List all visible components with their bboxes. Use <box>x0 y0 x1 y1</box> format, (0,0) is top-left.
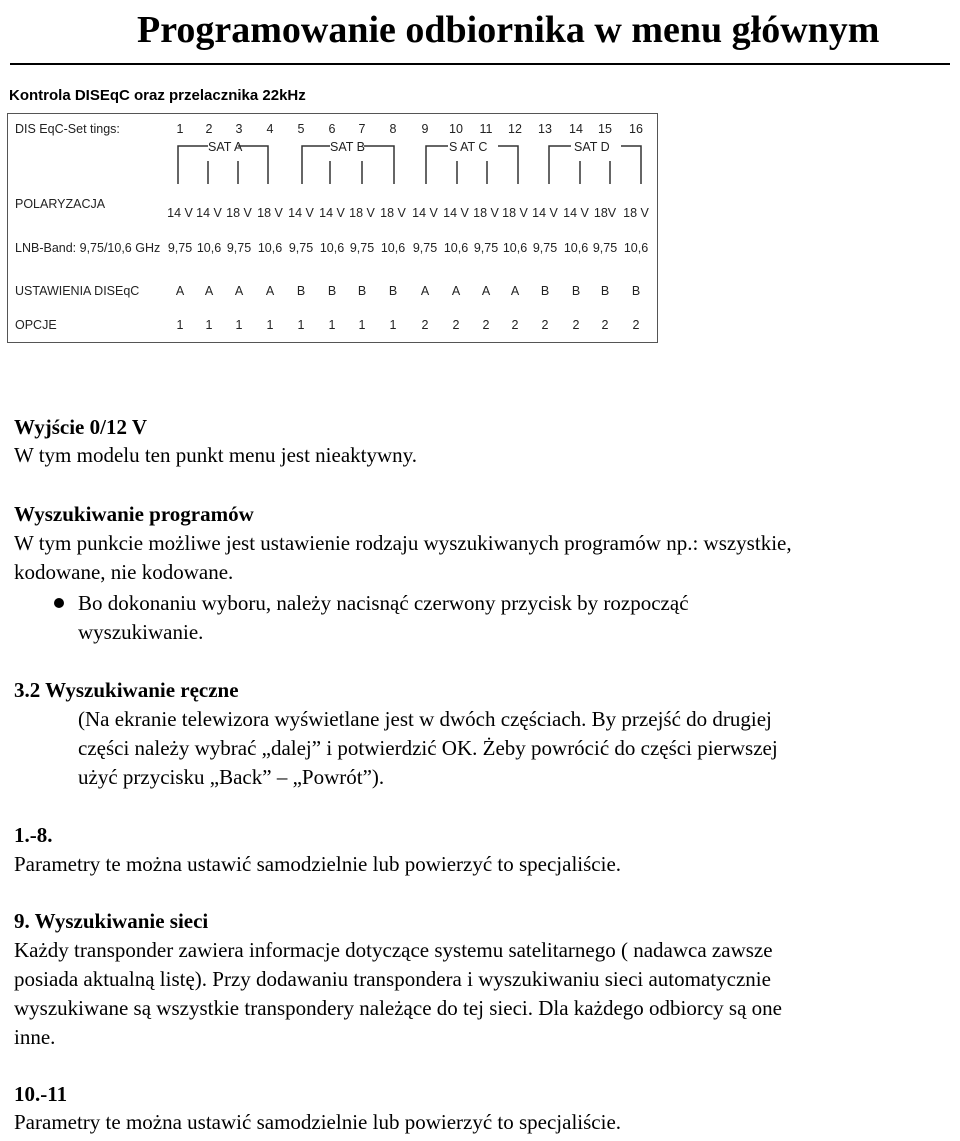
paragraph-line: Parametry te można ustawić samodzielnie lub powierzyć to specjaliście. <box>14 1110 622 1134</box>
table-cell: A <box>451 284 461 298</box>
column-header: 8 <box>389 122 397 136</box>
table-cell: B <box>600 284 610 298</box>
sat-group-label: S AT C <box>449 140 488 154</box>
column-header: 10 <box>449 122 463 136</box>
table-cell: 18 V <box>623 206 649 220</box>
title-underline <box>10 63 950 65</box>
table-cell: 1 <box>176 318 184 332</box>
table-cell: A <box>204 284 214 298</box>
page-title: Programowanie odbiornika w menu głównym <box>137 9 880 51</box>
table-cell: 2 <box>421 318 429 332</box>
table-cell: 18 V <box>473 206 499 220</box>
table-cell: B <box>571 284 581 298</box>
diseqc-settings-label: DIS EqC-Set tings: <box>15 122 120 136</box>
paragraph-line: Parametry te można ustawić samodzielnie lub powierzyć to specjaliście. <box>14 852 622 876</box>
table-cell: 2 <box>601 318 609 332</box>
table-cell: A <box>510 284 520 298</box>
table-cell: 9,75 <box>167 241 193 255</box>
paragraph-line: W tym modelu ten punkt menu jest nieaktywny. <box>14 443 418 467</box>
table-cell: 9,75 <box>532 241 558 255</box>
table-cell: 18 V <box>349 206 375 220</box>
table-cell: B <box>631 284 641 298</box>
table-cell: 14 V <box>532 206 558 220</box>
table-cell: 9,75 <box>349 241 375 255</box>
table-cell: 9,75 <box>288 241 314 255</box>
table-cell: 10,6 <box>623 241 649 255</box>
section-heading: Wyszukiwanie programów <box>14 502 254 526</box>
table-cell: B <box>540 284 550 298</box>
table-cell: 14 V <box>288 206 314 220</box>
diseqc-table <box>7 113 658 343</box>
table-cell: 10,6 <box>380 241 406 255</box>
table-cell: 1 <box>235 318 243 332</box>
column-header: 4 <box>266 122 274 136</box>
table-cell: 2 <box>632 318 640 332</box>
column-header: 1 <box>176 122 184 136</box>
section-heading: 9. Wyszukiwanie sieci <box>14 909 209 933</box>
table-cell: 18 V <box>380 206 406 220</box>
sat-group-label: SAT A <box>208 140 243 154</box>
column-header: 15 <box>598 122 612 136</box>
column-header: 2 <box>205 122 213 136</box>
table-cell: 1 <box>328 318 336 332</box>
row-label: LNB-Band: 9,75/10,6 GHz <box>15 241 161 255</box>
bullet-dot-icon <box>54 598 64 608</box>
table-cell: 10,6 <box>502 241 528 255</box>
column-header: 5 <box>297 122 305 136</box>
column-header: 12 <box>508 122 522 136</box>
row-label: USTAWIENIA DISEqC <box>15 284 140 298</box>
table-cell: 9,75 <box>412 241 438 255</box>
table-cell: 2 <box>482 318 490 332</box>
paragraph-line: Każdy transponder zawiera informacje dotyczące systemu satelitarnego ( nadawca zawsze <box>14 938 773 962</box>
table-cell: 10,6 <box>319 241 345 255</box>
table-cell: 18 V <box>226 206 252 220</box>
paragraph-line: wyszukiwane są wszystkie transpondery należące do tej sieci. Dla każdego odbiorcy są one <box>14 996 782 1020</box>
table-cell: 1 <box>266 318 274 332</box>
table-cell: 2 <box>572 318 580 332</box>
row-label: OPCJE <box>15 318 57 332</box>
table-cell: A <box>481 284 491 298</box>
table-cell: 14 V <box>412 206 438 220</box>
column-header: 16 <box>629 122 643 136</box>
table-cell: 2 <box>452 318 460 332</box>
table-cell: 14 V <box>196 206 222 220</box>
column-header: 14 <box>569 122 583 136</box>
table-cell: 9,75 <box>226 241 252 255</box>
table-cell: A <box>175 284 185 298</box>
table-cell: 1 <box>389 318 397 332</box>
paragraph-line: inne. <box>14 1025 56 1049</box>
table-cell: B <box>327 284 337 298</box>
table-cell: 10,6 <box>196 241 222 255</box>
table-cell: 14 V <box>167 206 193 220</box>
table-cell: B <box>388 284 398 298</box>
paragraph-line: kodowane, nie kodowane. <box>14 560 234 584</box>
paragraph-line: użyć przycisku „Back” – „Powrót”). <box>78 765 385 789</box>
section-heading: 10.-11 <box>14 1082 68 1106</box>
table-cell: 10,6 <box>443 241 469 255</box>
bullet-line: Bo dokonaniu wyboru, należy nacisnąć czerwony przycisk by rozpocząć <box>78 591 689 615</box>
column-header: 6 <box>328 122 336 136</box>
section-heading: Wyjście 0/12 V <box>14 415 147 439</box>
table-cell: 18V <box>593 206 617 220</box>
column-header: 7 <box>358 122 366 136</box>
table-cell: 1 <box>205 318 213 332</box>
table-cell: 1 <box>297 318 305 332</box>
paragraph-line: części należy wybrać „dalej” i potwierdzić OK. Żeby powrócić do części pierwszej <box>78 736 778 760</box>
bullet-line: wyszukiwanie. <box>78 620 204 644</box>
column-header: 13 <box>538 122 552 136</box>
table-cell: 2 <box>541 318 549 332</box>
sat-group-label: SAT B <box>330 140 365 154</box>
column-header: 9 <box>421 122 429 136</box>
paragraph-line: (Na ekranie telewizora wyświetlane jest w dwóch częściach. By przejść do drugiej <box>78 707 772 731</box>
table-cell: A <box>234 284 244 298</box>
table-cell: B <box>296 284 306 298</box>
row-label: POLARYZACJA <box>15 197 106 211</box>
table-cell: 10,6 <box>563 241 589 255</box>
table-cell: 18 V <box>257 206 283 220</box>
sat-group-label: SAT D <box>574 140 610 154</box>
table-cell: 1 <box>358 318 366 332</box>
table-cell: 18 V <box>502 206 528 220</box>
paragraph-line: posiada aktualną listę). Przy dodawaniu transpondera i wyszukiwaniu sieci automatycznie <box>14 967 771 991</box>
table-cell: 2 <box>511 318 519 332</box>
paragraph-line: W tym punkcie możliwe jest ustawienie rodzaju wyszukiwanych programów np.: wszystkie, <box>14 531 792 555</box>
column-header: 3 <box>235 122 243 136</box>
table-cell: 10,6 <box>257 241 283 255</box>
section-heading: 3.2 Wyszukiwanie ręczne <box>14 678 239 702</box>
table-cell: 14 V <box>563 206 589 220</box>
diseqc-subheading: Kontrola DISEqC oraz przelacznika 22kHz <box>9 87 306 104</box>
table-cell: 14 V <box>443 206 469 220</box>
table-cell: 9,75 <box>592 241 618 255</box>
section-heading: 1.-8. <box>14 823 53 847</box>
table-cell: 14 V <box>319 206 345 220</box>
table-cell: A <box>420 284 430 298</box>
table-cell: A <box>265 284 275 298</box>
column-header: 11 <box>479 122 493 136</box>
table-cell: B <box>357 284 367 298</box>
table-cell: 9,75 <box>473 241 499 255</box>
